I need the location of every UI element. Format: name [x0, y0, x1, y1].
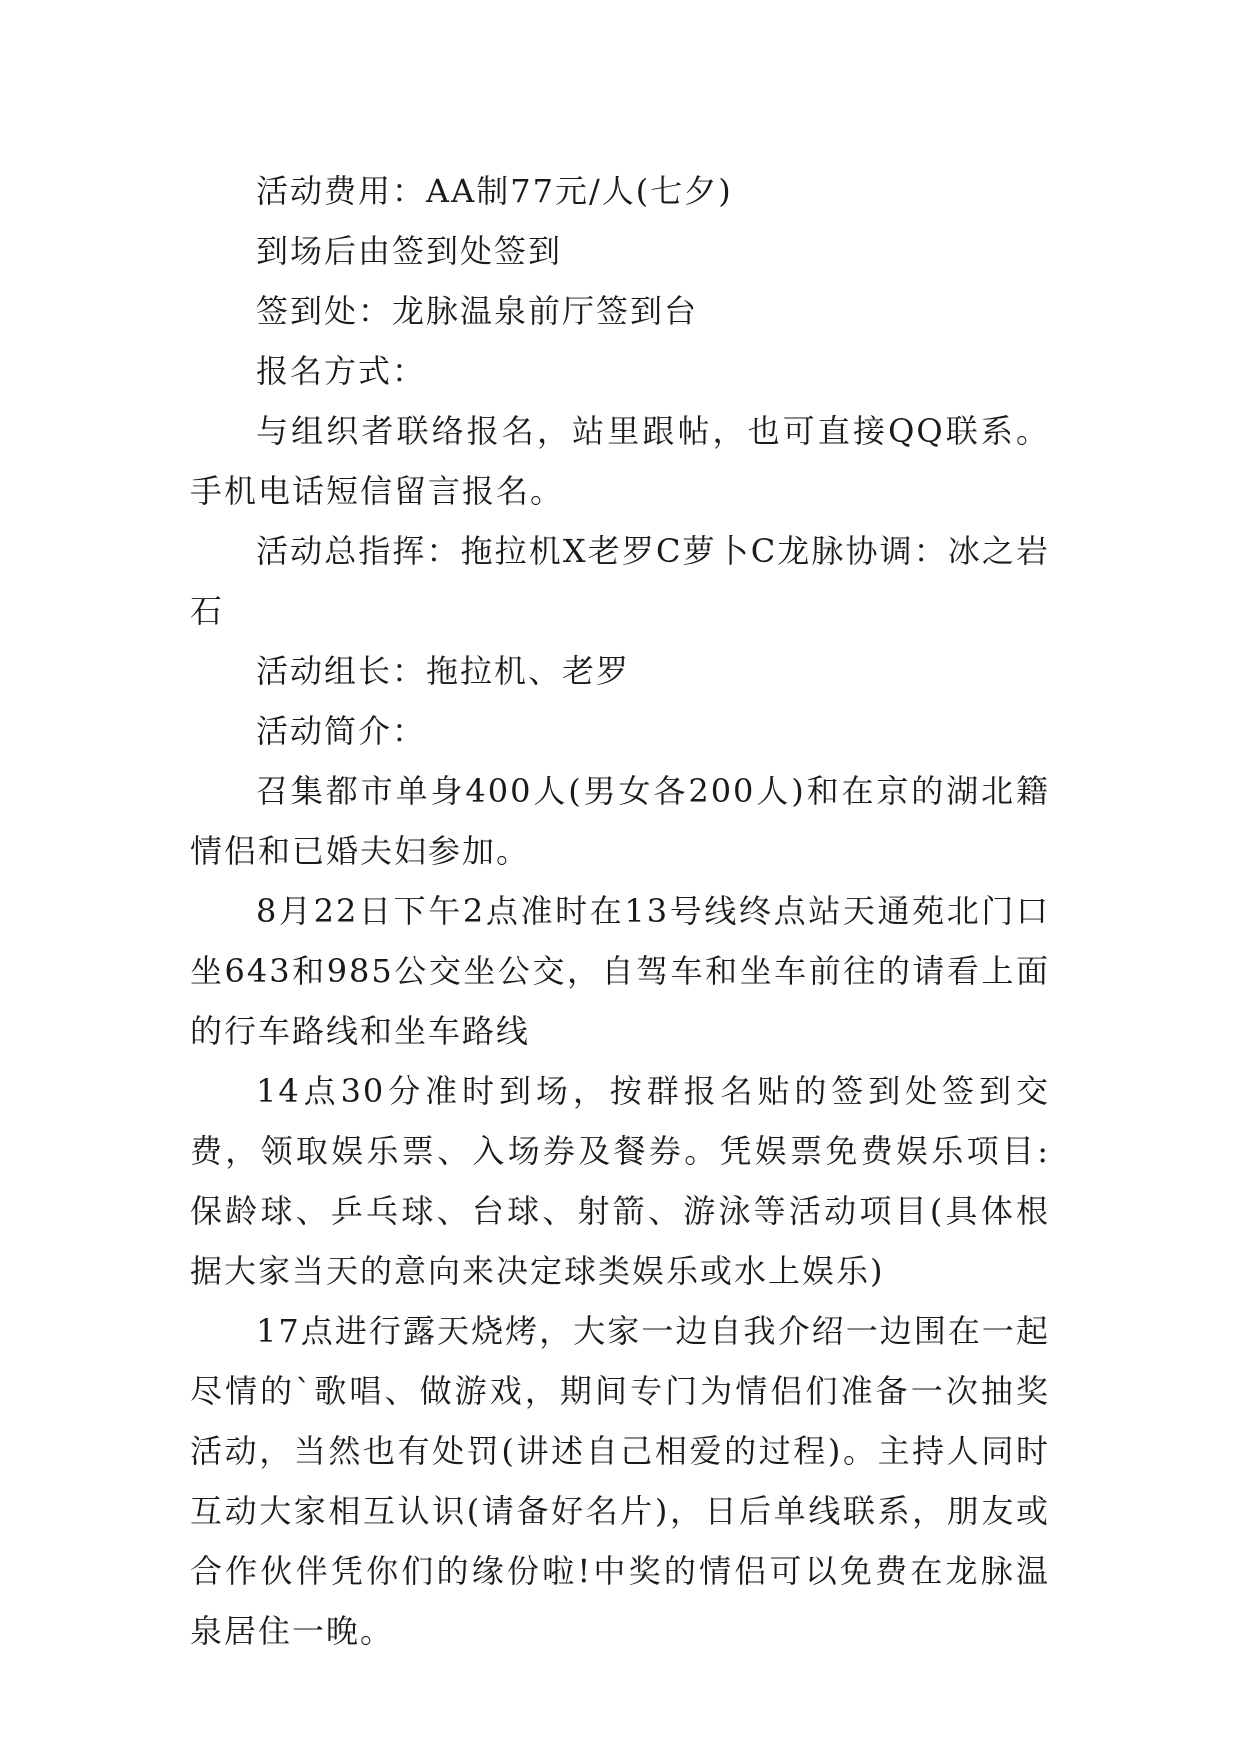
paragraph-registration-method: 与组织者联络报名，站里跟帖，也可直接QQ联系。手机电话短信留言报名。 [190, 412, 1050, 510]
paragraph-participants: 召集都市单身400人(男女各200人)和在京的湖北籍情侣和已婚夫妇参加。 [190, 772, 1050, 870]
paragraph-checkin-location: 签到处：龙脉温泉前厅签到台 [256, 292, 699, 330]
paragraph-intro-heading: 活动简介： [256, 712, 427, 750]
paragraph-fee: 活动费用：AA制77元/人(七夕) [256, 172, 733, 210]
paragraph-barbecue: 17点进行露天烧烤，大家一边自我介绍一边围在一起尽情的`歌唱、做游戏，期间专门为情侣们准备一次抽奖活动，当然也有处罚(讲述自己相爱的过程)。主持人同时互动大家相互认识(请备好名片)，日后单线联系，朋友或合作伙伴凭你们的缘份啦!中奖的情侣可以免费在龙脉温泉居住一晚。 [190, 1312, 1050, 1650]
paragraph-arrival-activities: 14点30分准时到场，按群报名贴的签到处签到交费，领取娱乐票、入场券及餐券。凭娱票免费娱乐项目:保龄球、乒乓球、台球、射箭、游泳等活动项目(具体根据大家当天的意向来决定球类娱乐或水上娱乐) [190, 1072, 1050, 1290]
paragraph-group-leader: 活动组长：拖拉机、老罗 [256, 652, 631, 690]
paragraph-meeting-time: 8月22日下午2点准时在13号线终点站天通苑北门口坐643和985公交坐公交，自驾车和坐车前往的请看上面的行车路线和坐车路线 [190, 892, 1050, 1050]
paragraph-commander: 活动总指挥：拖拉机X老罗C萝卜C龙脉协调：冰之岩石 [190, 532, 1050, 630]
paragraph-registration-heading: 报名方式： [256, 352, 427, 390]
paragraph-checkin-note: 到场后由签到处签到 [256, 232, 563, 270]
document-body [190, 161, 1050, 1661]
